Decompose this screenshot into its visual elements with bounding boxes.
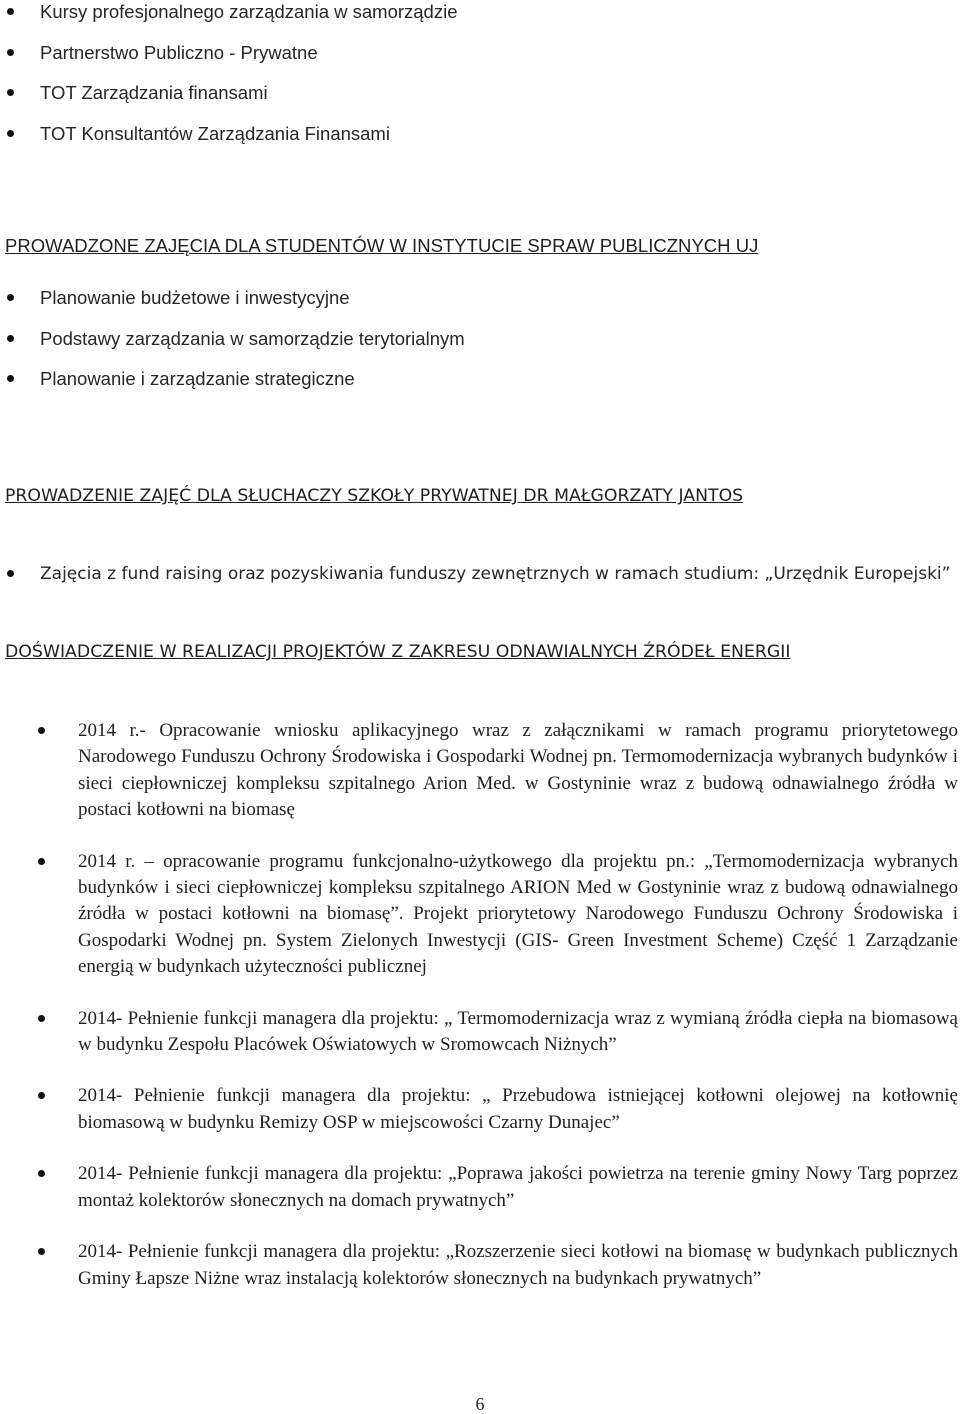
bullet-icon [38, 1170, 45, 1177]
bullet-icon [7, 570, 14, 577]
courses-list [40, 0, 940, 162]
bullet-icon [38, 858, 45, 865]
list-item [40, 367, 940, 408]
list-item-text: 2014 r. – opracowanie programu funkcjonalno-użytkowego dla projektu pn.: „Termomodernizacja wybranych budynków i sieci ciepłowniczej kompleksu szpitalnego ARION Med w Gostyninie wraz z budową odnawialnego źródła w postaci kotłowni na biomasę”. Projekt priorytetowy Narodowego Funduszu Ochrony Środowiska i Gospodarki Wodnej pn. System Zielonych Inwestycji (GIS- Green Investment Scheme) Część 1 Zarządzanie energią w budynkach użyteczności publicznej [78, 850, 958, 978]
section-heading-energy: DOŚWIADCZENIE W REALIZACJI PROJEKTÓW Z ZAKRESU ODNAWIALNYCH ŹRÓDEŁ ENERGII [5, 642, 791, 662]
school-classes-list [40, 561, 957, 587]
list-item [40, 286, 940, 327]
list-item [78, 849, 958, 981]
section-heading-uj: PROWADZONE ZAJĘCIA DLA STUDENTÓW W INSTYTUCIE SPRAW PUBLICZNYCH UJ [5, 235, 759, 256]
bullet-icon [7, 335, 14, 342]
list-item [78, 1161, 958, 1214]
list-item-text: TOT Zarządzania finansami [40, 82, 268, 103]
bullet-icon [38, 1248, 45, 1255]
bullet-icon [38, 727, 45, 734]
list-item-text: 2014- Pełnienie funkcji managera dla projektu: „Poprawa jakości powietrza na terenie gminy Nowy Targ poprzez montaż kolektorów słonecznych na domach prywatnych” [78, 1163, 958, 1211]
list-item-text: Kursy profesjonalnego zarządzania w samorządzie [40, 1, 458, 22]
bullet-icon [7, 130, 14, 137]
bullet-icon [7, 294, 14, 301]
list-item [40, 561, 957, 587]
list-item-text: 2014- Pełnienie funkcji managera dla projektu: „ Przebudowa istniejącej kotłowni olejowej na kotłownię biomasową w budynku Remizy OSP w miejscowości Czarny Dunajec” [78, 1085, 958, 1133]
list-item-text: Partnerstwo Publiczno - Prywatne [40, 41, 318, 63]
bullet-icon [7, 89, 14, 96]
list-item-text: 2014- Pełnienie funkcji managera dla projektu: „ Termomodernizacja wraz z wymianą źródła ciepła na biomasową w budynku Zespołu Placówek Oświatowych w Sromowcach Niżnych” [78, 1007, 958, 1056]
bullet-icon [7, 8, 14, 15]
list-item [40, 122, 940, 163]
bullet-icon [38, 1015, 45, 1022]
list-item-text: 2014- Pełnienie funkcji managera dla projektu: „Rozszerzenie sieci kotłowi na biomasę w budynkach publicznych Gminy Łapsze Niżne wraz instalacją kolektorów słonecznych na budynkach prywatnych” [78, 1241, 958, 1289]
bullet-icon [7, 375, 14, 382]
section-heading-school: PROWADZENIE ZAJĘĆ DLA SŁUCHACZY SZKOŁY PRYWATNEJ DR MAŁGORZATY JANTOS [5, 486, 744, 506]
list-item [40, 41, 940, 82]
list-item [78, 1006, 958, 1059]
energy-projects-list [78, 718, 958, 1317]
list-item [78, 1239, 958, 1292]
bullet-icon [7, 49, 14, 56]
page-number: 6 [475, 1394, 485, 1414]
list-item [78, 718, 958, 824]
uj-classes-list [40, 286, 940, 408]
list-item [40, 0, 940, 41]
list-item-text: TOT Konsultantów Zarządzania Finansami [40, 122, 390, 144]
list-item-text: Zajęcia z fund raising oraz pozyskiwania funduszy zewnętrznych w ramach studium: „Urzędnik Europejski” [40, 564, 951, 584]
list-item-text: 2014 r.- Opracowanie wniosku aplikacyjnego wraz z załącznikami w ramach programu priorytetowego Narodowego Funduszu Ochrony Środowiska i Gospodarki Wodnej pn. Termomodernizacja wybranych budynków i sieci ciepłowniczej kompleksu szpitalnego Arion Med. w Gostyninie wraz z budową odnawialnego źródła w postaci kotłowni na biomasę [78, 720, 958, 821]
list-item-text: Planowanie i zarządzanie strategiczne [40, 368, 355, 389]
bullet-icon [38, 1092, 45, 1099]
list-item-text: Planowanie budżetowe i inwestycyjne [40, 287, 350, 308]
list-item-text: Podstawy zarządzania w samorządzie terytorialnym [40, 327, 465, 349]
list-item [40, 327, 940, 368]
list-item [40, 81, 940, 122]
list-item [78, 1083, 958, 1136]
